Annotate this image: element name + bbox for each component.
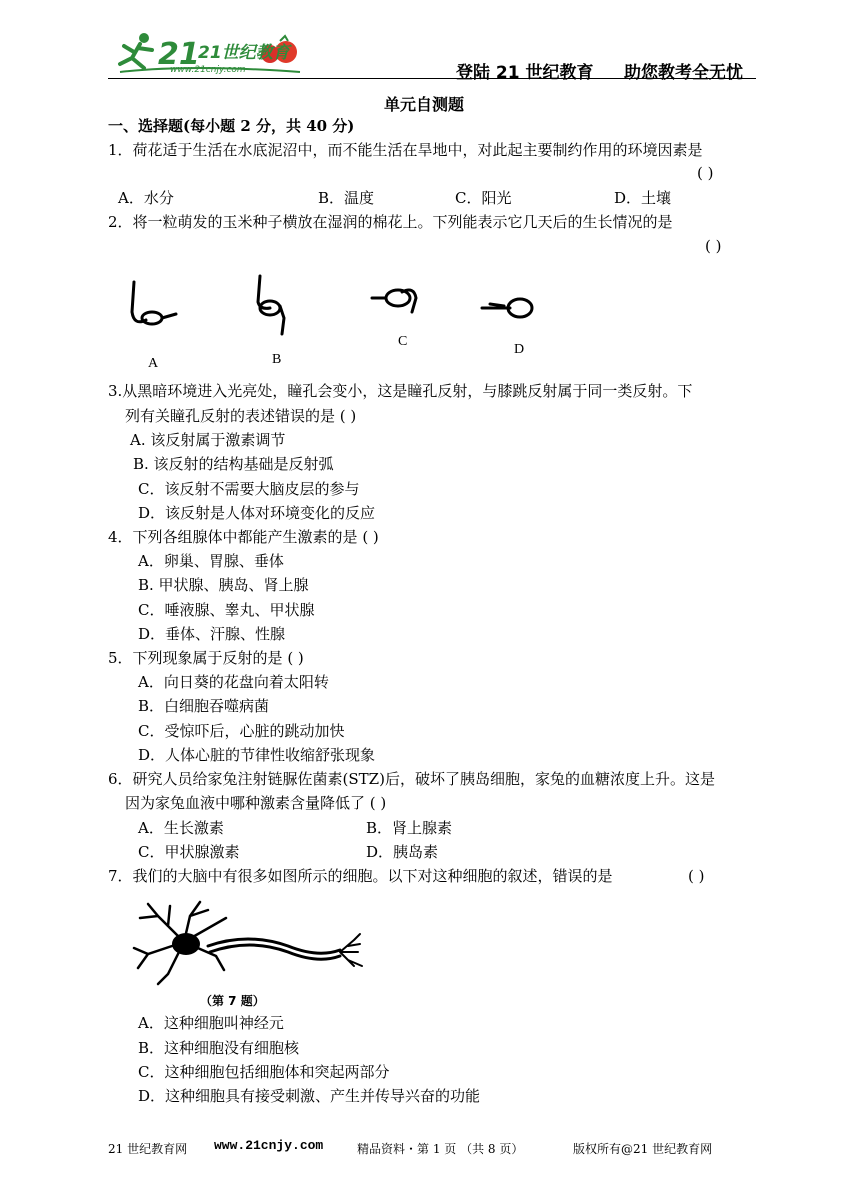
header-slogan-right: 助您教考全无忧 bbox=[624, 63, 743, 83]
question-1-option-d: D．土壤 bbox=[614, 189, 672, 207]
figure-label-b: B bbox=[272, 352, 282, 367]
question-2-stem: 2．将一粒萌发的玉米种子横放在湿润的棉花上。下列能表示它几天后的生长情况的是 bbox=[108, 213, 673, 231]
question-5-option-b: B．白细胞吞噬病菌 bbox=[138, 697, 270, 715]
question-6-option-a: A．生长激素 bbox=[138, 819, 224, 837]
question-7-option-d: D．这种细胞具有接受刺激、产生并传导兴奋的功能 bbox=[138, 1087, 481, 1105]
question-7-paren: ( ) bbox=[688, 867, 705, 885]
question-1-option-a: A．水分 bbox=[118, 189, 174, 207]
question-1-stem: 1．荷花适于生活在水底泥沼中，而不能生活在旱地中，对此起主要制约作用的环境因素是 bbox=[108, 141, 703, 159]
footer-url-text[interactable]: www.21cnjy.com bbox=[214, 1138, 324, 1153]
site-logo bbox=[110, 28, 310, 80]
neuron-figure bbox=[128, 896, 368, 988]
footer-url[interactable] bbox=[214, 1138, 323, 1153]
logo-url-text: www.21cnjy.com bbox=[170, 65, 246, 75]
question-5-option-c: C．受惊吓后，心脏的跳动加快 bbox=[138, 722, 345, 740]
question-7-stem: 7．我们的大脑中有很多如图所示的细胞。以下对这种细胞的叙述，错误的是 bbox=[108, 867, 613, 885]
question-2-paren: ( ) bbox=[705, 237, 722, 255]
question-7-option-c: C．这种细胞包括细胞体和突起两部分 bbox=[138, 1063, 390, 1081]
logo-text: 21世纪教育 bbox=[198, 43, 290, 63]
question-6-option-c: C．甲状腺激素 bbox=[138, 843, 240, 861]
question-1-paren: ( ) bbox=[697, 164, 714, 182]
question-6-stem-line-1: 6．研究人员给家兔注射链脲佐菌素(STZ)后，破坏了胰岛细胞，家兔的血糖浓度上升。这是 bbox=[108, 770, 715, 788]
question-3-option-a: A. 该反射属于激素调节 bbox=[130, 431, 286, 449]
figure-label-d: D bbox=[514, 342, 525, 357]
question-4-option-d: D．垂体、汗腺、性腺 bbox=[138, 625, 286, 643]
question-3-option-c: C．该反射不需要大脑皮层的参与 bbox=[138, 480, 360, 498]
question-3-option-b: B. 该反射的结构基础是反射弧 bbox=[133, 455, 334, 473]
question-4-option-c: C．唾液腺、睾丸、甲状腺 bbox=[138, 601, 315, 619]
question-4-stem: 4．下列各组腺体中都能产生激素的是 ( ) bbox=[108, 528, 379, 546]
question-4-option-a: A．卵巢、胃腺、垂体 bbox=[138, 552, 284, 570]
footer-center: 精品资料・第 1 页 （共 8 页） bbox=[357, 1142, 524, 1156]
question-5-stem: 5．下列现象属于反射的是 ( ) bbox=[108, 649, 304, 667]
question-5-option-a: A．向日葵的花盘向着太阳转 bbox=[138, 673, 329, 691]
footer-left: 21 世纪教育网 bbox=[108, 1142, 188, 1156]
page-title: 单元自测题 bbox=[384, 95, 465, 114]
seedling-figure bbox=[120, 268, 540, 371]
question-7-option-a: A．这种细胞叫神经元 bbox=[138, 1014, 284, 1032]
question-7-option-b: B．这种细胞没有细胞核 bbox=[138, 1039, 300, 1057]
svg-text:21: 21 bbox=[158, 37, 200, 72]
question-3-stem-line-2: 列有关瞳孔反射的表述错误的是 ( ) bbox=[125, 407, 357, 425]
question-3-stem-line-1: 3.从黑暗环境进入光亮处，瞳孔会变小，这是瞳孔反射，与膝跳反射属于同一类反射。下 bbox=[108, 382, 693, 400]
section-heading: 一、选择题(每小题 2 分，共 40 分) bbox=[108, 117, 355, 135]
question-4-option-b: B. 甲状腺、胰岛、肾上腺 bbox=[138, 576, 309, 594]
question-1-option-c: C．阳光 bbox=[455, 189, 512, 207]
figure-label-a: A bbox=[148, 356, 159, 371]
question-1-option-b: B．温度 bbox=[318, 189, 375, 207]
question-5-option-d: D．人体心脏的节律性收缩舒张现象 bbox=[138, 746, 376, 764]
question-6-option-d: D．胰岛素 bbox=[366, 843, 439, 861]
question-3-option-d: D．该反射是人体对环境变化的反应 bbox=[138, 504, 376, 522]
header-slogan-left: 登陆 21 世纪教育 bbox=[456, 63, 594, 83]
header-divider bbox=[108, 78, 756, 79]
question-7-figure-caption: （第 7 题） bbox=[200, 994, 265, 1008]
question-6-option-b: B．肾上腺素 bbox=[366, 819, 453, 837]
figure-label-c: C bbox=[398, 334, 408, 349]
footer-right: 版权所有@21 世纪教育网 bbox=[573, 1142, 713, 1156]
question-6-stem-line-2: 因为家兔血液中哪种激素含量降低了 ( ) bbox=[125, 794, 387, 812]
